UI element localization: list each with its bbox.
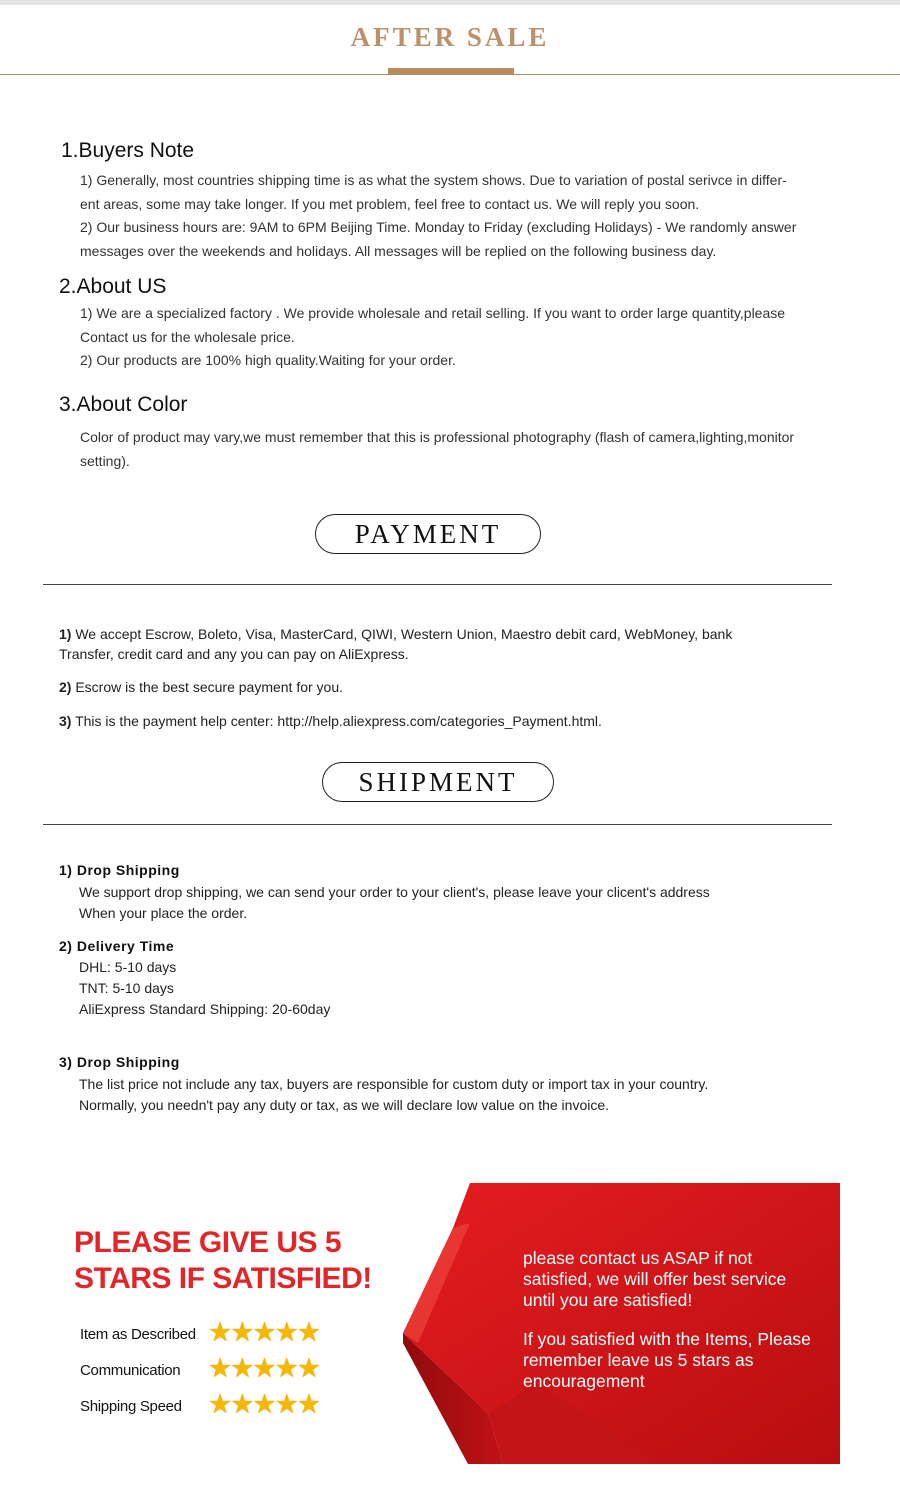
red-box-message-1 xyxy=(523,1248,833,1311)
payment-item-3 xyxy=(59,711,799,731)
about-us-line: 1) We are a specialized factory . We provide wholesale and retail selling. If you want to order large quantity,please xyxy=(80,305,786,321)
payment-badge: PAYMENT xyxy=(315,514,541,554)
payment-item-text: We accept Escrow, Boleto, Visa, MasterCard, QIWI, Western Union, Maestro debit card, WebMoney, bank xyxy=(71,626,733,642)
shipment-line: When your place the order. xyxy=(79,905,248,921)
shipment-line: Normally, you needn't pay any duty or tax, as we will declare low value on the invoice. xyxy=(79,1097,610,1113)
shipment-line: DHL: 5-10 days xyxy=(79,959,177,975)
shipment-line: AliExpress Standard Shipping: 20-60day xyxy=(79,1001,331,1017)
buyers-note-body xyxy=(80,169,840,263)
about-color-line: setting). xyxy=(80,452,130,469)
shipment-line: The list price not include any tax, buyers are responsible for custom duty or import tax in your country. xyxy=(79,1076,709,1092)
after-sale-accent-bar xyxy=(388,68,514,75)
about-color-body xyxy=(80,426,840,473)
buyers-note-line: 2) Our business hours are: 9AM to 6PM Beijing Time. Monday to Friday (excluding Holidays) - We randomly answer xyxy=(80,219,797,235)
red-box-line: If you satisfied with the Items, Please xyxy=(523,1329,811,1349)
red-box-line: satisfied, we will offer best service xyxy=(523,1269,787,1289)
payment-item-1 xyxy=(59,624,799,664)
buyers-note-line: messages over the weekends and holidays. All messages will be replied on the following business day. xyxy=(80,242,717,259)
about-us-line: Contact us for the wholesale price. xyxy=(80,328,295,345)
payment-item-text: Transfer, credit card and any you can pay on AliExpress. xyxy=(59,646,409,662)
shipment-1-body xyxy=(79,882,710,924)
shipment-divider xyxy=(43,824,832,825)
star-rating-icon: ★★★★★ xyxy=(208,1317,320,1347)
buyers-note-line: ent areas, some may take longer. If you met problem, feel free to contact us. We will reply you soon. xyxy=(80,195,700,212)
about-us-body xyxy=(80,302,840,373)
payment-item-number: 3) xyxy=(59,713,72,729)
rating-label-shipping-speed: Shipping Speed xyxy=(80,1398,182,1415)
payment-item-text: Escrow is the best secure payment for you. xyxy=(71,679,344,695)
payment-item-2 xyxy=(59,677,799,697)
about-us-line: 2) Our products are 100% high quality.Waiting for your order. xyxy=(80,352,456,368)
payment-divider xyxy=(43,584,832,585)
buyers-note-heading: 1.Buyers Note xyxy=(61,139,195,162)
payment-item-number: 2) xyxy=(59,679,72,695)
shipment-2-heading: 2) Delivery Time xyxy=(59,938,175,954)
shipment-badge: SHIPMENT xyxy=(322,762,554,802)
after-sale-title: AFTER SALE xyxy=(350,22,550,52)
red-box-message-2 xyxy=(523,1329,833,1392)
star-rating-icon: ★★★★★ xyxy=(208,1353,320,1383)
shipment-line: We support drop shipping, we can send your order to your client's, please leave your clicent's address xyxy=(79,884,710,900)
rating-label-item-described: Item as Described xyxy=(80,1326,196,1343)
payment-help-link[interactable]: This is the payment help center: http://help.aliexpress.com/categories_Payment.html. xyxy=(71,713,602,729)
shipment-3-heading: 3) Drop Shipping xyxy=(59,1054,180,1070)
red-box-line: encouragement xyxy=(523,1371,645,1391)
feedback-title-line: PLEASE GIVE US 5 xyxy=(74,1226,342,1259)
about-color-line: Color of product may vary,we must remember that this is professional photography (flash of camera,lighting,monitor xyxy=(80,429,795,445)
feedback-title-line: STARS IF SATISFIED! xyxy=(74,1262,372,1295)
red-box-line: please contact us ASAP if not xyxy=(523,1248,753,1268)
shipment-line: TNT: 5-10 days xyxy=(79,980,174,996)
top-divider xyxy=(0,0,900,5)
buyers-note-line: 1) Generally, most countries shipping time is as what the system shows. Due to variation of postal serivce in differ- xyxy=(80,172,787,188)
feedback-title xyxy=(74,1225,372,1297)
feedback-banner xyxy=(58,1183,840,1464)
about-color-heading: 3.About Color xyxy=(59,393,188,416)
shipment-2-body xyxy=(79,957,330,1020)
rating-label-communication: Communication xyxy=(80,1362,181,1379)
red-box-line: remember leave us 5 stars as xyxy=(523,1350,754,1370)
payment-item-number: 1) xyxy=(59,626,72,642)
shipment-3-body xyxy=(79,1074,708,1116)
about-us-heading: 2.About US xyxy=(59,275,167,298)
red-box-line: until you are satisfied! xyxy=(523,1290,693,1310)
star-rating-icon: ★★★★★ xyxy=(208,1389,320,1419)
shipment-1-heading: 1) Drop Shipping xyxy=(59,862,180,878)
